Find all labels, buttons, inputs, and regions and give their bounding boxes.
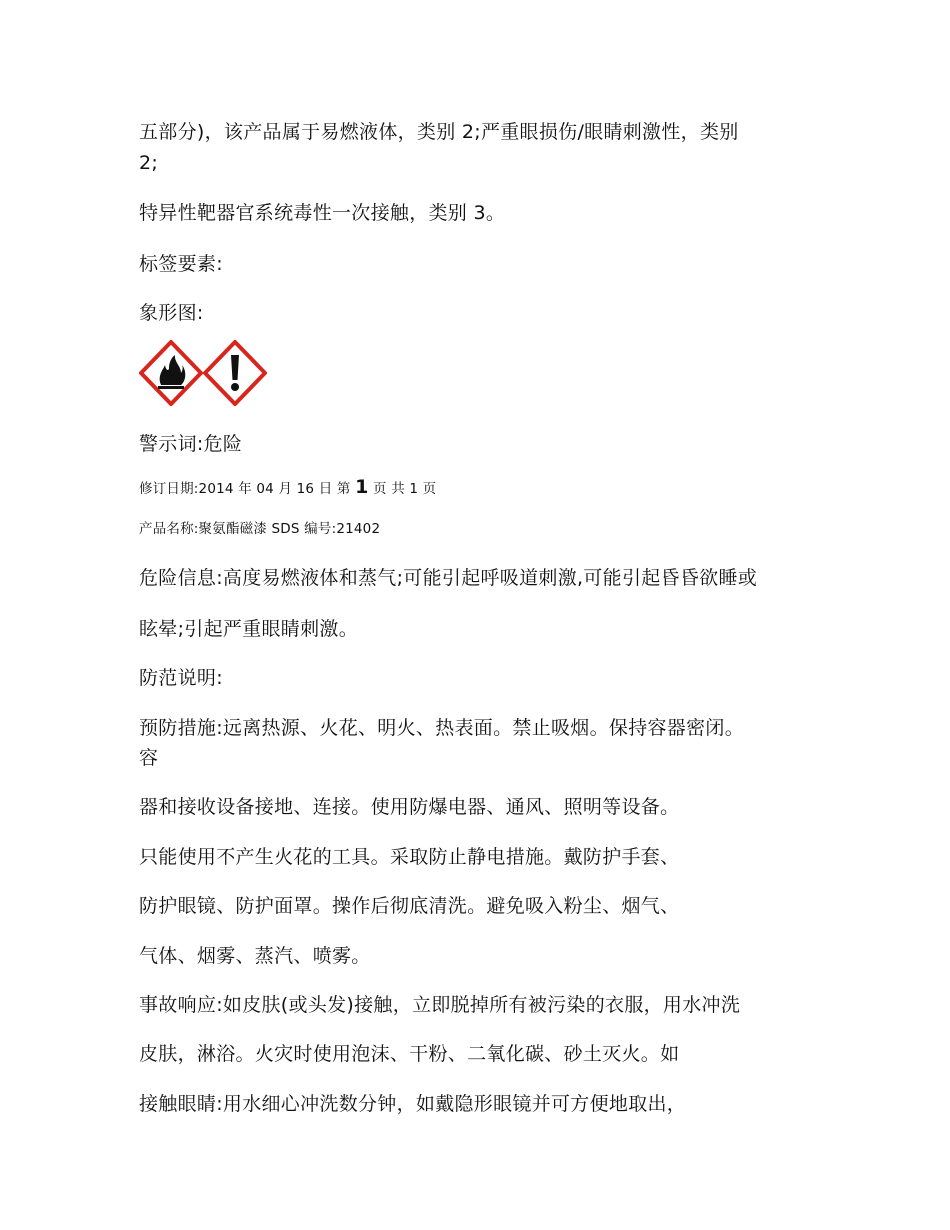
- text-line: 容: [139, 747, 159, 769]
- text-line: 防范说明:: [139, 667, 223, 689]
- page-number: 1: [355, 476, 369, 498]
- revision-line: 修订日期:2014 年 04 月 16 日 第 1 页 共 1 页: [139, 476, 437, 498]
- text-line: 标签要素:: [139, 253, 223, 275]
- text-line: 特异性靶器官系统毒性一次接触，类别 3。: [139, 202, 506, 224]
- text-line: 气体、烟雾、蒸汽、喷雾。: [139, 945, 371, 967]
- text-line: 危险信息:高度易燃液体和蒸气;可能引起呼吸道刺激,可能引起昏昏欲睡或: [139, 567, 758, 589]
- text-line: 皮肤，淋浴。火灾时使用泡沫、干粉、二氧化碳、砂土灭火。如: [139, 1043, 680, 1065]
- flame-icon: [139, 340, 203, 406]
- exclamation-icon: [203, 340, 267, 406]
- text-line: 眩晕;引起严重眼睛刺激。: [139, 618, 359, 640]
- text-line: 象形图:: [139, 302, 204, 324]
- text-line: 防护眼镜、防护面罩。操作后彻底清洗。避免吸入粉尘、烟气、: [139, 895, 680, 917]
- signal-word: 警示词:危险: [139, 433, 243, 455]
- text-line: 五部分)，该产品属于易燃液体，类别 2;严重眼损伤/眼睛刺激性，类别: [139, 121, 739, 143]
- text-line: 只能使用不产生火花的工具。采取防止静电措施。戴防护手套、: [139, 846, 680, 868]
- text-line: 接触眼睛:用水细心冲洗数分钟，如戴隐形眼镜并可方便地取出，: [139, 1093, 687, 1115]
- ghs-pictograms: [139, 340, 267, 406]
- text-line: 2;: [139, 152, 159, 174]
- product-line: 产品名称:聚氨酯磁漆 SDS 编号:21402: [139, 521, 381, 537]
- text-line: 器和接收设备接地、连接。使用防爆电器、通风、照明等设备。: [139, 796, 680, 818]
- text-line: 事故响应:如皮肤(或头发)接触，立即脱掉所有被污染的衣服，用水冲洗: [139, 994, 741, 1016]
- text-line: 预防措施:远离热源、火花、明火、热表面。禁止吸烟。保持容器密闭。: [139, 717, 745, 739]
